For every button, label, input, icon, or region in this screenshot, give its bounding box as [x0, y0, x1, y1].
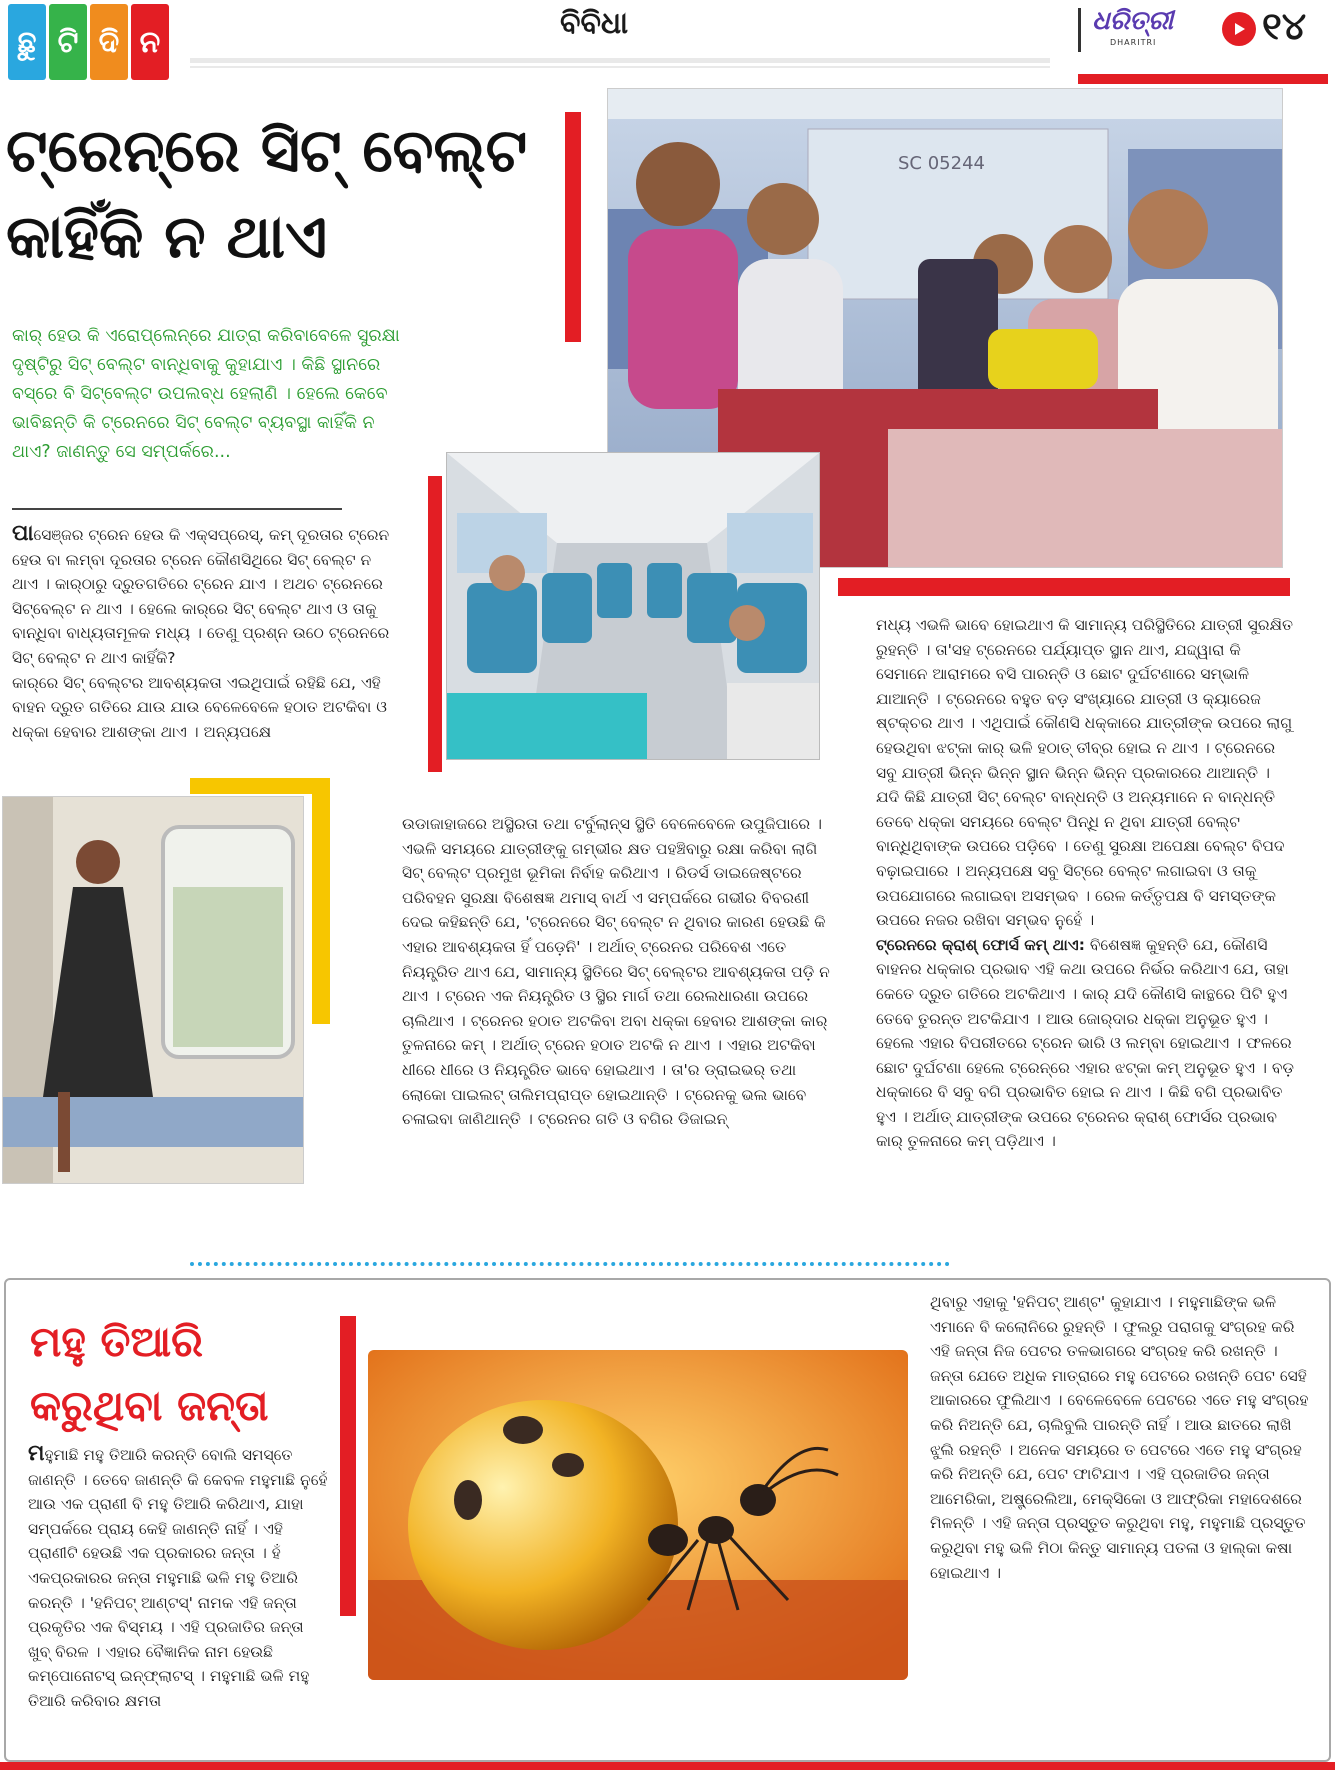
header-rule [190, 58, 1050, 63]
col3-para-2: ବିଶେଷଜ୍ଞ କୁହନ୍ତି ଯେ, କୌଣସି ବାହନର ଧକ୍କାର ପ୍ରଭାବ ଏହି କଥା ଉପରେ ନିର୍ଭର କରିଥାଏ ଯେ, ତାହା କେତେ ଦ୍ରୁତ ଗତିରେ ଅଟକିଥାଏ । କାର୍ ଯଦି କୌଣସି କାନ୍ଥରେ ପିଟି ହୁଏ ତେବେ ତୁରନ୍ତ ଅଟକିଯାଏ । ଆଉ ଜୋର୍‌ଦାର ଧକ୍କା ଅନୁଭୂତ ହୁଏ । ହେଲେ ଏହାର ବିପରୀତରେ ଟ୍ରେନ ଭାରି ଓ ଲମ୍ବା ହୋଇଥାଏ । ଫଳରେ ଛୋଟ ଦୁର୍ଘଟଣା ହେଲେ ଟ୍ରେନ୍‌ରେ ଏହାର ଝଟ୍‌କା କମ୍ ଅନୁଭୂତ ହୁଏ । ବଡ଼ ଧକ୍କାରେ ବି ସବୁ ବଗି ପ୍ରଭାବିତ ହୋଇ ନ ଥାଏ । କିଛି ବଗି ପ୍ରଭାବିତ ହୁଏ । ଅର୍ଥାତ୍ ଯାତ୍ରୀଙ୍କ ଉପରେ ଟ୍ରେନର କ୍ରାଶ୍ ଫୋର୍ସର ପ୍ରଭାବ କାର୍ ତୁଳନାରେ କମ୍ ପଡ଼ିଥାଏ । [876, 935, 1294, 1151]
section-title: ବିବିଧା [560, 6, 629, 41]
col1-para-2: କାର୍‌ରେ ସିଟ୍ ବେଲ୍ଟର ଆବଶ୍ୟକତା ଏଇଥିପାଇଁ ରହିଛି ଯେ, ଏହି ବାହନ ଦ୍ରୁତ ଗତିରେ ଯାଉ ଯାଉ ବେଳେବେଳେ ହଠାତ ଅଟକିବା ଓ ଧକ୍କା ହେବାର ଆଶଙ୍କା ଥାଏ । ଅନ୍ୟପକ୍ଷେ [12, 673, 387, 741]
train-sign: SC 05244 [898, 153, 985, 174]
feature-col-2 [930, 1290, 1310, 1585]
dropcap: ପା [12, 521, 34, 546]
brand-letter-3: ଦି [90, 4, 128, 80]
publication-logo: ଧରିତ୍ରୀ [1092, 6, 1174, 36]
feature-headline-line-2: କରୁଥିବା ଜନ୍ତା [30, 1381, 269, 1430]
col1-para-1: ସେଞ୍ଜର ଟ୍ରେନ ହେଉ କି ଏକ୍ସପ୍ରେସ୍, କମ୍ ଦୂରତାର ଟ୍ରେନ ହେଉ ବା ଲମ୍ବା ଦୂରତାର ଟ୍ରେନ କୌଣସିଥିରେ ସିଟ୍ ବେଲ୍ଟ ନ ଥାଏ । କାର୍‌ଠାରୁ ଦ୍ରୁତଗତିରେ ଟ୍ରେନ ଯାଏ । ଅଥଚ ଟ୍ରେନରେ ସିଟ୍‌ବେଲ୍ଟ ନ ଥାଏ । ହେଲେ କାର୍‌ରେ ସିଟ୍ ବେଲ୍ଟ ଥାଏ ଓ ତାକୁ ବାନ୍ଧିବା ବାଧ୍ୟତାମୂଳକ ମଧ୍ୟ । ତେଣୁ ପ୍ରଶ୍ନ ଉଠେ ଟ୍ରେନରେ ସିଟ୍ ବେଲ୍ଟ ନ ଥାଏ କାହିଁକି? [12, 526, 390, 667]
decor-yellow-horizontal [190, 778, 330, 794]
article-headline [6, 108, 596, 280]
feature-dropcap: ମ [28, 1441, 45, 1466]
article-col-2 [402, 812, 832, 1132]
publication-logo-sub: DHARITRI [1110, 38, 1157, 47]
photo-woman-window [2, 796, 304, 1184]
feature-col-1 [28, 1442, 328, 1714]
headline-line-1: ଟ୍ରେନ୍‌ରେ ସିଟ୍ ବେଲ୍ଟ [6, 116, 528, 186]
brand-logo [8, 4, 169, 80]
col3-para-1: ମଧ୍ୟ ଏଭଳି ଭାବେ ହୋଇଥାଏ କି ସାମାନ୍ୟ ପରିସ୍ଥିତିରେ ଯାତ୍ରୀ ସୁରକ୍ଷିତ ରୁହନ୍ତି । ତା'ସହ ଟ୍ରେନରେ ପର୍ଯ୍ୟାପ୍ତ ସ୍ଥାନ ଥାଏ, ଯଦ୍ଦ୍ୱାରା କି ସେମାନେ ଆରାମରେ ବସି ପାରନ୍ତି ଓ ଛୋଟ ଦୁର୍ଘଟଣାରେ ସମ୍ଭାଳି ଯାଆନ୍ତି । ଟ୍ରେନରେ ବହୁତ ବଡ଼ ସଂଖ୍ୟାରେ ଯାତ୍ରୀ ଓ କ୍ୟାରେଜ ଷ୍ଟକ୍ଚର ଥାଏ । ଏଥିପାଇଁ କୌଣସି ଧକ୍କାରେ ଯାତ୍ରୀଙ୍କ ଉପରେ ଲାଗୁ ହେଉଥିବା ଝଟ୍‌କା କାର୍ ଭଳି ହଠାତ୍ ତୀବ୍ର ହୋଇ ନ ଥାଏ । ଟ୍ରେନରେ ସବୁ ଯାତ୍ରୀ ଭିନ୍ନ ଭିନ୍ନ ସ୍ଥାନ ଭିନ୍ନ ଭିନ୍ନ ପ୍ରକାରରେ ଥାଆନ୍ତି । ଯଦି କିଛି ଯାତ୍ରୀ ସିଟ୍ ବେଲ୍ଟ ବାନ୍ଧନ୍ତି ଓ ଅନ୍ୟମାନେ ନ ବାନ୍ଧନ୍ତି ତେବେ ଧକ୍କା ସମୟରେ ବେଲ୍ଟ ପିନ୍ଧି ନ ଥିବା ଯାତ୍ରୀ ବେଲ୍ଟ ବାନ୍ଧିଥିବାଙ୍କ ଉପରେ ପଡ଼ିବେ । ତେଣୁ ସୁରକ୍ଷା ଅପେକ୍ଷା ବେଲ୍ଟ ବିପଦ ବଢ଼ାଇପାରେ । ଅନ୍ୟପକ୍ଷେ ସବୁ ସିଟ୍‌ରେ ବେଲ୍ଟ ଲଗାଇବା ଓ ତାକୁ ଉପଯୋଗରେ ଲଗାଇବା ଅସମ୍ଭବ । ରେଳ କର୍ତ୍ତୃପକ୍ଷ ବି ସମସ୍ତଙ୍କ ଉପରେ ନଜର ରଖିବା ସମ୍ଭବ ନୁହେଁ । [876, 616, 1294, 930]
feature-headline [30, 1310, 370, 1438]
decor-red-horizontal [838, 578, 1290, 596]
feature-headline-line-1: ମହୁ ତିଆରି [30, 1317, 203, 1366]
play-icon [1222, 12, 1256, 46]
brand-letter-1: ଛୁ [8, 4, 46, 80]
header-rule-thin [190, 66, 1050, 68]
page-number: ୧୪ [1262, 4, 1307, 48]
feature-dotted-rule [190, 1262, 950, 1266]
header-separator [1078, 8, 1081, 52]
col3-subhead: ଟ୍ରେନରେ କ୍ରାଶ୍ ଫୋର୍ସ କମ୍ ଥାଏ: [876, 935, 1085, 954]
article-col-1 [12, 522, 402, 744]
decor-red-vertical-2 [428, 476, 442, 772]
decor-yellow-vertical [312, 778, 330, 1024]
header-red-bar [1078, 74, 1328, 84]
footer-red-strip [0, 1762, 1335, 1770]
brand-letter-4: ନ [131, 4, 169, 80]
brand-letter-2: ଟି [49, 4, 87, 80]
feature-para-1: ହୁମାଛି ମହୁ ତିଆରି କରନ୍ତି ବୋଲି ସମସ୍ତେ ଜାଣନ୍ତି । ତେବେ ଜାଣନ୍ତି କି କେବଳ ମହୁମାଛି ନୁହେଁ ଆଉ ଏକ ପ୍ରାଣୀ ବି ମହୁ ତିଆରି କରିଥାଏ, ଯାହା ସମ୍ପର୍କରେ ପ୍ରାୟ କେହି ଜାଣନ୍ତି ନାହିଁ । ଏହି ପ୍ରାଣୀଟି ହେଉଛି ଏକ ପ୍ରକାରର ଜନ୍ତା । ହଁ ଏକପ୍ରକାରର ଜନ୍ତା ମହୁମାଛି ଭଳି ମହୁ ତିଆରି କରନ୍ତି । 'ହନିପଟ୍ ଆଣ୍ଟସ୍' ନାମକ ଏହି ଜନ୍ତା ପ୍ରକୃତିର ଏକ ବିସ୍ମୟ । ଏହି ପ୍ରଜାତିର ଜନ୍ତା ଖୁବ୍ ବିରଳ । ଏହାର ବୈଜ୍ଞାନିକ ନାମ ହେଉଛି କମ୍ପୋନୋଟସ୍ ଇନ୍‌ଫ୍ଲାଟସ୍ । ମହୁମାଛି ଭଳି ମହୁ ତିଆରି କରିବାର କ୍ଷମତା [28, 1446, 328, 1710]
deck-rule [12, 508, 342, 510]
photo-train-interior [446, 452, 820, 760]
photo-honeypot-ant [368, 1350, 908, 1680]
article-deck: କାର୍ ହେଉ କି ଏରୋପ୍ଲେନ୍‌ରେ ଯାତ୍ରା କରିବାବେଳେ ସୁରକ୍ଷା ଦୃଷ୍ଟିରୁ ସିଟ୍ ବେଲ୍ଟ ବାନ୍ଧିବାକୁ କୁହାଯାଏ । କିଛି ସ୍ଥାନରେ ବସ୍‌ରେ ବି ସିଟ୍‌ବେଲ୍ଟ ଉପଲବ୍ଧ ହେଲାଣି । ହେଲେ କେବେ ଭାବିଛନ୍ତି କି ଟ୍ରେନରେ ସିଟ୍ ବେଲ୍ଟ ବ୍ୟବସ୍ଥା କାହିଁକି ନ ଥାଏ? ଜାଣନ୍ତୁ ସେ ସମ୍ପର୍କରେ... [12, 326, 400, 462]
col2-para-1: ଉଡାଜାହାଜରେ ଅସ୍ଥିରତା ତଥା ଟର୍ବୁଲାନ୍ସ ସ୍ଥିତି ବେଳେବେଳେ ଉପୁଜିପାରେ । ଏଭଳି ସମୟରେ ଯାତ୍ରୀଙ୍କୁ ଗମ୍ଭୀର କ୍ଷତ ପହଞ୍ଚିବାରୁ ରକ୍ଷା କରିବା ଲାଗି ସିଟ୍ ବେଲ୍ଟ ପ୍ରମୁଖ ଭୂମିକା ନିର୍ବାହ କରିଥାଏ । ରିଡର୍ସ ଡାଇଜେଷ୍ଟରେ ପରିବହନ ସୁରକ୍ଷା ବିଶେଷଜ୍ଞ ଥମାସ୍ ବାର୍ଥ ଏ ସମ୍ପର୍କରେ ଗଭୀର ବିବରଣୀ ଦେଇ କହିଛନ୍ତି ଯେ, 'ଟ୍ରେନରେ ସିଟ୍ ବେଲ୍ଟ ନ ଥିବାର କାରଣ ହେଉଛି କି ଏହାର ଆବଶ୍ୟକତା ହିଁ ପଡ଼େନି' । ଅର୍ଥାତ୍ ଟ୍ରେନର ପରିବେଶ ଏତେ ନିୟନ୍ତ୍ରିତ ଥାଏ ଯେ, ସାମାନ୍ୟ ସ୍ଥିତିରେ ସିଟ୍ ବେଲ୍ଟର ଆବଶ୍ୟକତା ପଡ଼ି ନ ଥାଏ । ଟ୍ରେନ ଏକ ନିୟନ୍ତ୍ରିତ ଓ ସ୍ଥିର ମାର୍ଗ ତଥା ରେଲଧାରଣା ଉପରେ ଚାଲିଥାଏ । ଟ୍ରେନର ହଠାତ ଅଟକିବା ଅବା ଧକ୍କା ହେବାର ଆଶଙ୍କା କାର୍ ତୁଳନାରେ କମ୍ । ଅର୍ଥାତ୍ ଟ୍ରେନ ହଠାତ ଅଟକି ନ ଥାଏ । ଏହାର ଅଟକିବା ଧୀରେ ଧୀରେ ଓ ନିୟନ୍ତ୍ରିତ ଭାବେ ହୋଇଥାଏ । ତା'ର ଡ୍ରାଇଭର୍ ତଥା ଲୋକୋ ପାଇଲଟ୍ ତାଲିମପ୍ରାପ୍ତ ହୋଇଥାନ୍ତି । ଟ୍ରେନକୁ ଭଲ ଭାବେ ଚଳାଇବା ଜାଣିଥାନ୍ତି । ଟ୍ରେନର ଗତି ଓ ବଗିର ଡିଜାଇନ୍ [402, 815, 830, 1129]
feature-para-2: ଥିବାରୁ ଏହାକୁ 'ହନିପଟ୍ ଆଣ୍ଟ' କୁହାଯାଏ । ମହୁମାଛିଙ୍କ ଭଳି ଏମାନେ ବି କଲୋନିରେ ରୁହନ୍ତି । ଫୁଲରୁ ପରାଗକୁ ସଂଗ୍ରହ କରି ଏହି ଜନ୍ତା ନିଜ ପେଟର ତଳଭାଗରେ ସଂଗ୍ରହ କରି ରଖନ୍ତି । ଜନ୍ତା ଯେତେ ଅଧିକ ମାତ୍ରାରେ ମହୁ ପେଟରେ ରଖନ୍ତି ପେଟ ସେହି ଆକାରରେ ଫୁଲିଥାଏ । ବେଳେବେଳେ ପେଟରେ ଏତେ ମହୁ ସଂଗ୍ରହ କରି ନିଅନ୍ତି ଯେ, ଚାଲିବୁଲି ପାରନ୍ତି ନାହିଁ । ଆଉ ଛାତରେ ଲାଖି ଝୁଲି ରହନ୍ତି । ଅନେକ ସମୟରେ ତ ପେଟରେ ଏତେ ମହୁ ସଂଗ୍ରହ କରି ନିଅନ୍ତି ଯେ, ପେଟ ଫାଟିଯାଏ । ଏହି ପ୍ରଜାତିର ଜନ୍ତା ଆମେରିକା, ଅଷ୍ଟ୍ରେଲିଆ, ମେକ୍ସିକୋ ଓ ଆଫ୍ରିକା ମହାଦେଶରେ ମିଳନ୍ତି । ଏହି ଜନ୍ତା ପ୍ରସ୍ତୁତ କରୁଥିବା ମହୁ, ମହୁମାଛି ପ୍ରସ୍ତୁତ କରୁଥିବା ମହୁ ଭଳି ମିଠା କିନ୍ତୁ ସାମାନ୍ୟ ପତଳା ଓ ହାଲ୍‌କା କଷା ହୋଇଥାଏ । [930, 1293, 1309, 1582]
headline-line-2: କାହିଁକି ନ ଥାଏ [6, 202, 328, 272]
article-col-3 [876, 613, 1296, 1154]
